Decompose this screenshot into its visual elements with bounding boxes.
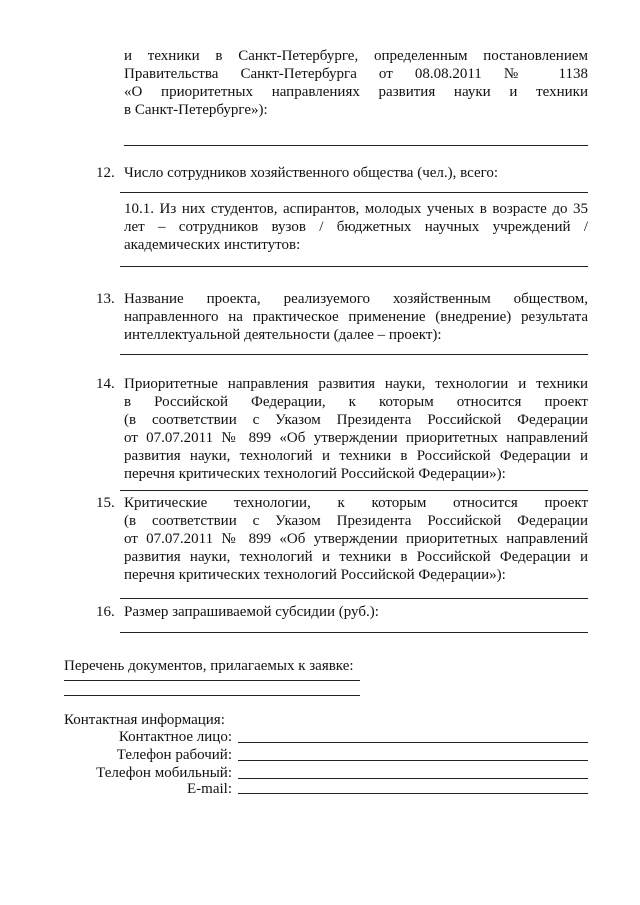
item-13-line: Название проекта, реализуемого хозяйственным обществом, (124, 291, 588, 307)
answer-line-intro[interactable] (124, 145, 588, 146)
item-12-1-line: лет – сотрудников вузов / бюджетных научных учреждений / (124, 219, 588, 235)
answer-line-item-13[interactable] (120, 354, 588, 355)
documents-line-2[interactable] (64, 695, 360, 696)
intro-line: «О приоритетных направлениях развития науки и техники (124, 84, 588, 100)
intro-paragraph (124, 47, 588, 119)
item-14-line: перечня критических технологий Российской Федерации»): (124, 466, 506, 482)
item-number: 16. (96, 604, 115, 620)
item-12-1-text (124, 200, 588, 254)
item-14-line: в Российской Федерации, к которым относится проект (124, 394, 588, 410)
item-12-1-line: 10.1. Из них студентов, аспирантов, молодых ученых в возрасте до 35 (124, 201, 588, 217)
contact-person-field[interactable] (238, 742, 588, 743)
item-12-1-line: академических институтов: (124, 237, 301, 253)
answer-line-item-14[interactable] (120, 490, 588, 491)
item-15-line: от 07.07.2011 № 899 «Об утверждении приоритетных направлений (124, 531, 588, 547)
answer-line-item-15[interactable] (120, 598, 588, 599)
answer-line-item-12[interactable] (120, 192, 588, 193)
item-number: 12. (96, 165, 115, 181)
intro-line: и техники в Санкт-Петербурге, определенным постановлением (124, 48, 588, 64)
item-15-text (124, 494, 588, 584)
item-14-line: (в соответствии с Указом Президента Российской Федерации (124, 412, 588, 428)
mobile-phone-label: Телефон мобильный: (96, 765, 232, 781)
documents-line-1[interactable] (64, 680, 360, 681)
item-number: 15. (96, 495, 115, 511)
item-16-label: Размер запрашиваемой субсидии (руб.): (124, 604, 379, 620)
item-13-line: направленного на практическое применение (внедрение) результата (124, 309, 588, 325)
contacts-heading: Контактная информация: (64, 712, 225, 728)
item-14-text (124, 375, 588, 483)
email-label: E-mail: (187, 781, 232, 797)
item-15-line: развития науки, технологий и техники в Российской Федерации и (124, 549, 588, 565)
item-12-label: Число сотрудников хозяйственного общества (чел.), всего: (124, 165, 499, 181)
item-14-line: Приоритетные направления развития науки, технологии и техники (124, 376, 588, 392)
item-16-text (124, 603, 588, 621)
item-14-line: развития науки, технологий и техники в Российской Федерации и (124, 448, 588, 464)
item-12-text (124, 164, 588, 182)
item-15-line: (в соответствии с Указом Президента Российской Федерации (124, 513, 588, 529)
item-15-line: перечня критических технологий Российской Федерации»): (124, 567, 506, 583)
item-13-text (124, 290, 588, 344)
intro-line: Правительства Санкт-Петербурга от 08.08.2011 № 1138 (124, 66, 588, 82)
mobile-phone-field[interactable] (238, 778, 588, 779)
item-number: 14. (96, 376, 115, 392)
work-phone-label: Телефон рабочий: (116, 747, 232, 763)
item-14-line: от 07.07.2011 № 899 «Об утверждении приоритетных направлений (124, 430, 588, 446)
answer-line-item-12-1[interactable] (120, 266, 588, 267)
documents-heading: Перечень документов, прилагаемых к заявке: (64, 658, 354, 674)
answer-line-item-16[interactable] (120, 632, 588, 633)
email-field[interactable] (238, 793, 588, 794)
intro-line: в Санкт-Петербурге»): (124, 102, 268, 118)
item-13-line: интеллектуальной деятельности (далее – проект): (124, 327, 442, 343)
work-phone-field[interactable] (238, 760, 588, 761)
item-number: 13. (96, 291, 115, 307)
contact-person-label: Контактное лицо: (118, 729, 232, 745)
item-15-line: Критические технологии, к которым относится проект (124, 495, 588, 511)
